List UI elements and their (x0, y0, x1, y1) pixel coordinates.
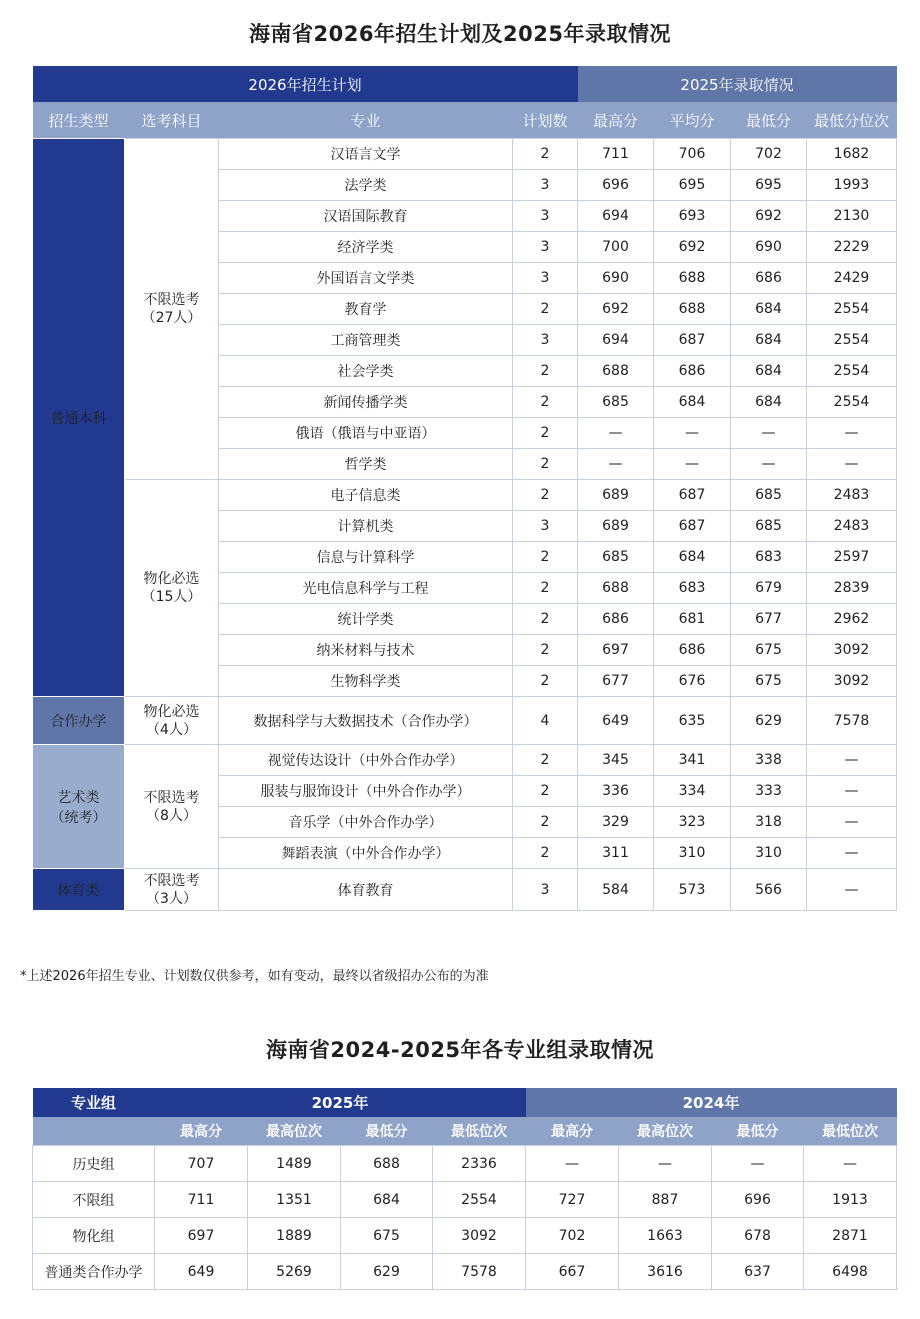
page-title-admission-plan: 海南省2026年招生计划及2025年录取情况 (249, 22, 671, 46)
cell-avg: 681 (654, 604, 731, 635)
cell-line: （8人） (146, 807, 197, 824)
cell-major: 信息与计算科学 (219, 542, 513, 573)
footnote: *上述2026年招生专业、计划数仅供参考，如有变动，最终以省级招办公布的为准 (20, 969, 489, 984)
cell-value: — (712, 1146, 804, 1182)
cell-avg: — (654, 449, 731, 480)
cell-line: 合作办学 (50, 713, 107, 730)
cell-min: 675 (731, 635, 807, 666)
cell-max: 345 (578, 745, 654, 776)
cell-rank: — (807, 449, 897, 480)
cell-line: 普通本科 (50, 410, 107, 427)
category-hezuo (33, 697, 125, 745)
cell-max: 694 (578, 325, 654, 356)
cell-line: 物化必选 (143, 703, 200, 720)
cell-major: 俄语（俄语与中亚语） (219, 418, 513, 449)
cell-min: 318 (731, 807, 807, 838)
cell-max: 649 (578, 697, 654, 745)
cell-value: 727 (526, 1182, 619, 1218)
header-min: 最低分 (731, 102, 807, 139)
cell-min: 690 (731, 232, 807, 263)
subheader: 最低位次 (804, 1117, 897, 1146)
cell-max: 688 (578, 356, 654, 387)
cell-max: 689 (578, 511, 654, 542)
cell-rank: 3092 (807, 666, 897, 697)
table-row (33, 139, 897, 170)
cell-avg: 341 (654, 745, 731, 776)
cell-max: 689 (578, 480, 654, 511)
cell-rank: — (807, 418, 897, 449)
cell-min: 679 (731, 573, 807, 604)
cell-avg: 684 (654, 387, 731, 418)
cell-plan: 3 (513, 325, 578, 356)
cell-max: 700 (578, 232, 654, 263)
cell-line: 不限选考 (143, 789, 200, 806)
category-yishu (33, 745, 125, 869)
cell-rank: — (807, 807, 897, 838)
cell-min: 683 (731, 542, 807, 573)
cell-major: 音乐学（中外合作办学） (219, 807, 513, 838)
cell-major: 计算机类 (219, 511, 513, 542)
cell-value: 649 (155, 1254, 248, 1290)
cell-max: 685 (578, 542, 654, 573)
cell-line: （3人） (146, 890, 197, 907)
cell-plan: 2 (513, 294, 578, 325)
cell-line: （15人） (141, 589, 202, 605)
cell-plan: 2 (513, 418, 578, 449)
table-row (33, 480, 897, 511)
cell-min: 338 (731, 745, 807, 776)
cell-line: 体育类 (57, 882, 100, 899)
cell-plan: 2 (513, 542, 578, 573)
cell-major: 服装与服饰设计（中外合作办学） (219, 776, 513, 807)
cell-value: 697 (155, 1218, 248, 1254)
cell-rank: 2229 (807, 232, 897, 263)
cell-plan: 3 (513, 511, 578, 542)
cell-plan: 2 (513, 745, 578, 776)
cell-major: 视觉传达设计（中外合作办学） (219, 745, 513, 776)
cell-avg: 684 (654, 542, 731, 573)
cell-major: 汉语言文学 (219, 139, 513, 170)
subjects-buxian-3 (125, 869, 219, 911)
cell-plan: 2 (513, 387, 578, 418)
band-2026-plan: 2026年招生计划 (33, 66, 578, 102)
cell-group: 物化组 (33, 1218, 155, 1254)
cell-rank: 1682 (807, 139, 897, 170)
cell-min: 692 (731, 201, 807, 232)
cell-plan: 3 (513, 869, 578, 911)
cell-max: 677 (578, 666, 654, 697)
cell-rank: 2130 (807, 201, 897, 232)
cell-avg: 334 (654, 776, 731, 807)
cell-plan: 2 (513, 573, 578, 604)
cell-plan: 3 (513, 170, 578, 201)
cell-max: 584 (578, 869, 654, 911)
cell-avg: 692 (654, 232, 731, 263)
cell-major: 电子信息类 (219, 480, 513, 511)
cell-min: 702 (731, 139, 807, 170)
cell-min: 675 (731, 666, 807, 697)
group-admission-table (32, 1088, 897, 1290)
band-2025-admission: 2025年录取情况 (578, 66, 897, 102)
cell-rank: 3092 (807, 635, 897, 666)
table-row (33, 869, 897, 911)
cell-value: 7578 (433, 1254, 526, 1290)
cell-max: 688 (578, 573, 654, 604)
cell-avg: 686 (654, 356, 731, 387)
cell-max: — (578, 418, 654, 449)
cell-avg: 573 (654, 869, 731, 911)
cell-max: 329 (578, 807, 654, 838)
cell-avg: 676 (654, 666, 731, 697)
cell-plan: 2 (513, 604, 578, 635)
category-putong (33, 139, 125, 697)
cell-max: 690 (578, 263, 654, 294)
cell-major: 光电信息科学与工程 (219, 573, 513, 604)
cell-plan: 3 (513, 201, 578, 232)
cell-major: 经济学类 (219, 232, 513, 263)
cell-line: 不限选考 (143, 292, 200, 308)
table-row (33, 745, 897, 776)
cell-line: 不限选考 (143, 872, 200, 889)
cell-major: 舞蹈表演（中外合作办学） (219, 838, 513, 869)
table-row (33, 1254, 897, 1290)
header-avg: 平均分 (654, 102, 731, 139)
cell-min: 695 (731, 170, 807, 201)
cell-rank: 7578 (807, 697, 897, 745)
header-plan: 计划数 (513, 102, 578, 139)
cell-major: 体育教育 (219, 869, 513, 911)
cell-max: — (578, 449, 654, 480)
cell-min: 685 (731, 511, 807, 542)
cell-value: — (619, 1146, 712, 1182)
cell-rank: 2554 (807, 387, 897, 418)
cell-min: 333 (731, 776, 807, 807)
cell-group: 历史组 (33, 1146, 155, 1182)
header-type: 招生类型 (33, 102, 125, 139)
cell-major: 汉语国际教育 (219, 201, 513, 232)
cell-plan: 2 (513, 666, 578, 697)
cell-value: 2554 (433, 1182, 526, 1218)
cell-group: 不限组 (33, 1182, 155, 1218)
subjects-buxian-8 (125, 745, 219, 869)
cell-avg: 695 (654, 170, 731, 201)
cell-value: 5269 (248, 1254, 341, 1290)
cell-min: 684 (731, 387, 807, 418)
cell-max: 697 (578, 635, 654, 666)
cell-avg: 686 (654, 635, 731, 666)
cell-avg: 688 (654, 263, 731, 294)
cell-rank: 2554 (807, 294, 897, 325)
cell-value: 684 (341, 1182, 433, 1218)
subjects-wuhua-15 (125, 480, 219, 697)
cell-rank: 2839 (807, 573, 897, 604)
cell-avg: 693 (654, 201, 731, 232)
cell-rank: 2554 (807, 356, 897, 387)
cell-value: 2871 (804, 1218, 897, 1254)
cell-value: 1913 (804, 1182, 897, 1218)
cell-rank: 1993 (807, 170, 897, 201)
cell-max: 336 (578, 776, 654, 807)
cell-min: 677 (731, 604, 807, 635)
subheader: 最高位次 (619, 1117, 712, 1146)
cell-value: 629 (341, 1254, 433, 1290)
cell-value: 711 (155, 1182, 248, 1218)
cell-value: 696 (712, 1182, 804, 1218)
cell-rank: 2429 (807, 263, 897, 294)
cell-major: 统计学类 (219, 604, 513, 635)
cell-avg: 687 (654, 511, 731, 542)
cell-plan: 2 (513, 480, 578, 511)
cell-major: 法学类 (219, 170, 513, 201)
table-row (33, 1146, 897, 1182)
table-row (33, 697, 897, 745)
header-subjects: 选考科目 (125, 102, 219, 139)
cell-major: 数据科学与大数据技术（合作办学） (219, 697, 513, 745)
cell-rank: — (807, 776, 897, 807)
cell-plan: 2 (513, 807, 578, 838)
cell-min: — (731, 449, 807, 480)
category-tiyu (33, 869, 125, 911)
cell-rank: 2554 (807, 325, 897, 356)
cell-value: 1889 (248, 1218, 341, 1254)
cell-value: 2336 (433, 1146, 526, 1182)
cell-value: 667 (526, 1254, 619, 1290)
cell-max: 711 (578, 139, 654, 170)
cell-min: 684 (731, 356, 807, 387)
cell-line: （27人） (141, 310, 202, 326)
cell-rank: 2483 (807, 480, 897, 511)
cell-major: 教育学 (219, 294, 513, 325)
cell-value: 887 (619, 1182, 712, 1218)
cell-plan: 2 (513, 776, 578, 807)
cell-major: 工商管理类 (219, 325, 513, 356)
cell-min: 685 (731, 480, 807, 511)
cell-avg: 706 (654, 139, 731, 170)
subheader: 最高位次 (248, 1117, 341, 1146)
cell-value: 1663 (619, 1218, 712, 1254)
cell-value: 702 (526, 1218, 619, 1254)
cell-line: （4人） (146, 721, 197, 738)
cell-plan: 2 (513, 356, 578, 387)
cell-plan: 2 (513, 635, 578, 666)
cell-plan: 2 (513, 139, 578, 170)
cell-avg: 310 (654, 838, 731, 869)
cell-plan: 4 (513, 697, 578, 745)
cell-plan: 3 (513, 232, 578, 263)
cell-major: 纳米材料与技术 (219, 635, 513, 666)
header-max: 最高分 (578, 102, 654, 139)
subheader: 最高分 (526, 1117, 619, 1146)
table-row (33, 1182, 897, 1218)
cell-value: 678 (712, 1218, 804, 1254)
cell-min: — (731, 418, 807, 449)
cell-avg: — (654, 418, 731, 449)
cell-value: 675 (341, 1218, 433, 1254)
cell-value: 3616 (619, 1254, 712, 1290)
cell-value: 637 (712, 1254, 804, 1290)
header-major: 专业 (219, 102, 513, 139)
cell-major: 社会学类 (219, 356, 513, 387)
cell-avg: 688 (654, 294, 731, 325)
admission-plan-table (32, 66, 897, 911)
cell-avg: 683 (654, 573, 731, 604)
cell-max: 311 (578, 838, 654, 869)
header-min-rank: 最低分位次 (807, 102, 897, 139)
cell-major: 外国语言文学类 (219, 263, 513, 294)
cell-min: 686 (731, 263, 807, 294)
cell-line: 物化必选 (143, 571, 200, 587)
cell-plan: 3 (513, 263, 578, 294)
cell-max: 692 (578, 294, 654, 325)
subheader: 最低分 (712, 1117, 804, 1146)
cell-min: 566 (731, 869, 807, 911)
cell-rank: — (807, 869, 897, 911)
cell-major: 生物科学类 (219, 666, 513, 697)
cell-value: 3092 (433, 1218, 526, 1254)
cell-min: 629 (731, 697, 807, 745)
table-row (33, 1218, 897, 1254)
cell-plan: 2 (513, 449, 578, 480)
header-group: 专业组 (33, 1088, 155, 1117)
cell-value: 1351 (248, 1182, 341, 1218)
cell-plan: 2 (513, 838, 578, 869)
cell-value: — (526, 1146, 619, 1182)
cell-rank: 2597 (807, 542, 897, 573)
cell-avg: 687 (654, 325, 731, 356)
cell-rank: — (807, 838, 897, 869)
cell-value: 707 (155, 1146, 248, 1182)
cell-max: 686 (578, 604, 654, 635)
cell-value: 1489 (248, 1146, 341, 1182)
subheader: 最低分 (341, 1117, 433, 1146)
cell-value: 6498 (804, 1254, 897, 1290)
cell-min: 684 (731, 294, 807, 325)
cell-line: 艺术类 (57, 789, 100, 806)
subheader: 最高分 (155, 1117, 248, 1146)
subjects-wuhua-4 (125, 697, 219, 745)
header-year-2025: 2025年 (155, 1088, 526, 1117)
cell-rank: 2483 (807, 511, 897, 542)
cell-rank: 2962 (807, 604, 897, 635)
cell-line: （统考） (50, 809, 107, 826)
header-group-blank (33, 1117, 155, 1146)
cell-max: 694 (578, 201, 654, 232)
cell-min: 310 (731, 838, 807, 869)
cell-value: 688 (341, 1146, 433, 1182)
subheader: 最低位次 (433, 1117, 526, 1146)
cell-major: 新闻传播学类 (219, 387, 513, 418)
cell-max: 696 (578, 170, 654, 201)
cell-avg: 635 (654, 697, 731, 745)
page-title-group-admission: 海南省2024-2025年各专业组录取情况 (265, 1038, 655, 1062)
subjects-buxian-27 (125, 139, 219, 480)
header-year-2024: 2024年 (526, 1088, 897, 1117)
cell-group: 普通类合作办学 (33, 1254, 155, 1290)
cell-avg: 687 (654, 480, 731, 511)
cell-avg: 323 (654, 807, 731, 838)
cell-min: 684 (731, 325, 807, 356)
cell-value: — (804, 1146, 897, 1182)
cell-max: 685 (578, 387, 654, 418)
cell-major: 哲学类 (219, 449, 513, 480)
cell-rank: — (807, 745, 897, 776)
